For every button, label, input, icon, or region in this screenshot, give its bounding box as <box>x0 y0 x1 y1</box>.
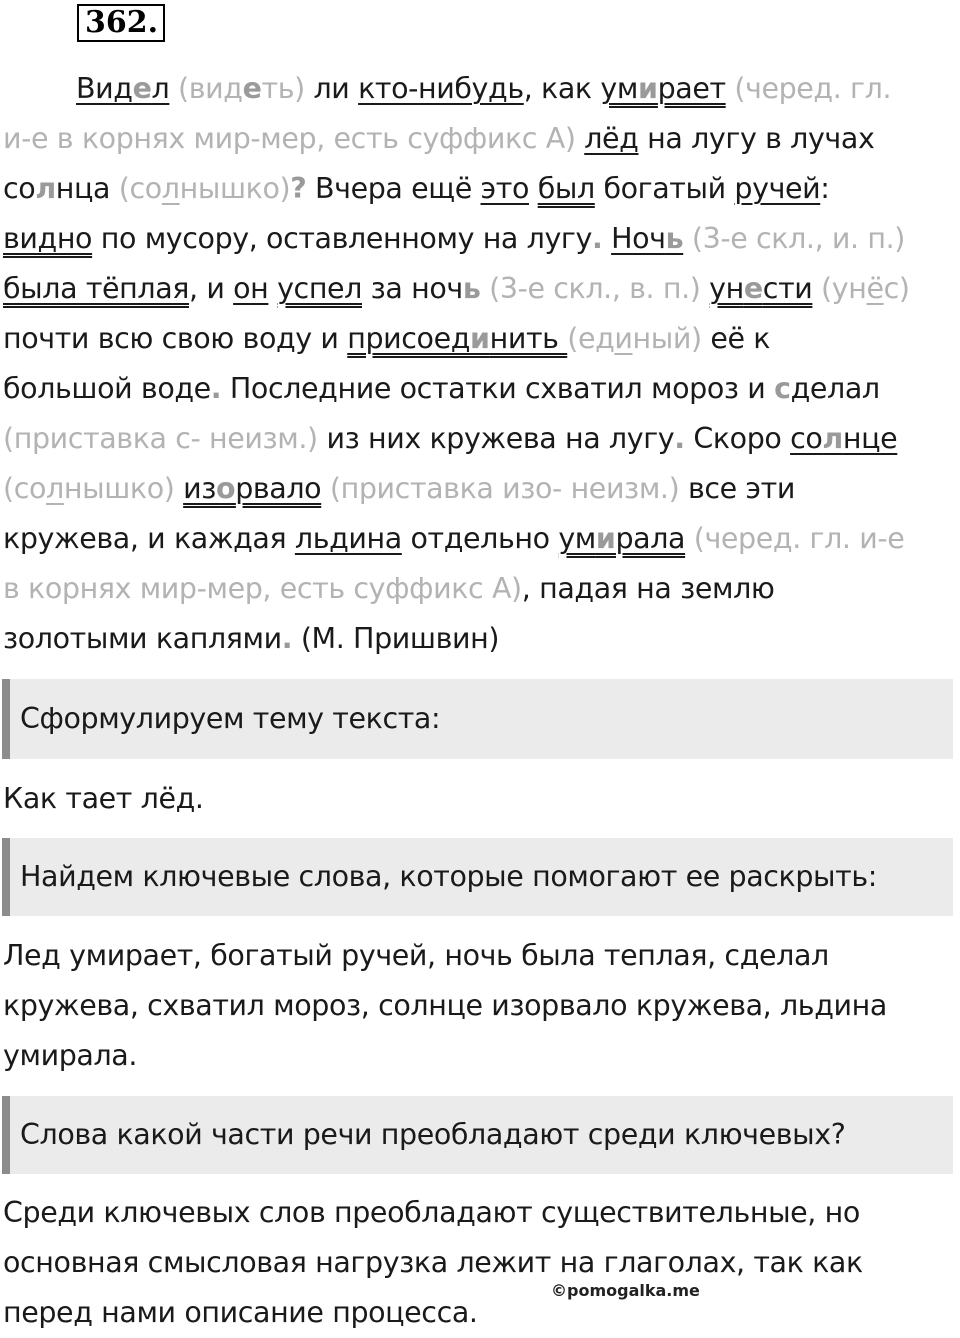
answer-line: Как тает лёд. <box>3 782 204 815</box>
section-heading-topic: Сформулируем тему текста: <box>2 679 953 759</box>
answer-line: кружева, схватил мороз, солнце изорвало кружева, льдина <box>3 989 887 1022</box>
text-line-10: кружева, и каждая льдина отдельно умирала (черед. гл. и-е <box>3 522 905 555</box>
text-line-8: (приставка с- неизм.) из них кружева на лугу. Скоро солнце <box>3 422 898 455</box>
answer-line: Лед умирает, богатый ручей, ночь была теплая, сделал <box>3 939 829 972</box>
exercise-number: 362. <box>77 4 165 42</box>
text-line-1: Видел (видеть) ли кто-нибудь, как умирает (черед. гл. <box>76 72 892 105</box>
text-line-4: видно по мусору, оставленному на лугу. Ночь (3-е скл., и. п.) <box>3 222 905 255</box>
answer-parts-of-speech <box>3 1188 959 1338</box>
answer-topic <box>3 774 959 824</box>
answer-line: основная смысловая нагрузка лежит на глаголах, так как <box>3 1246 863 1279</box>
answer-line: Среди ключевых слов преобладают существительные, но <box>3 1196 860 1229</box>
answer-line: перед нами описание процесса. <box>3 1296 478 1329</box>
answer-keywords <box>3 931 959 1081</box>
text-line-12: золотыми каплями. (М. Пришвин) <box>3 622 500 655</box>
text-line-5: была тёплая, и он успел за ночь (3-е скл., в. п.) унести (унёс) <box>3 272 910 305</box>
watermark[interactable]: ©pomogalka.me <box>551 1281 700 1300</box>
text-line-9: (солнышко) изорвало (приставка изо- неизм.) все эти <box>3 472 795 505</box>
text-line-11: в корнях мир-мер, есть суффикс А), падая на землю <box>3 572 775 605</box>
text-line-3: солнца (солнышко)? Вчера ещё это был богатый ручей: <box>3 172 830 205</box>
section-heading-keywords: Найдем ключевые слова, которые помогают ее раскрыть: <box>2 838 953 916</box>
text-line-7: большой воде. Последние остатки схватил мороз и сделал <box>3 372 880 405</box>
section-heading-parts-of-speech: Слова какой части речи преобладают среди ключевых? <box>2 1096 953 1174</box>
exercise-text <box>3 64 959 664</box>
answer-line: умирала. <box>3 1039 137 1072</box>
text-line-2: и-е в корнях мир-мер, есть суффикс А) лёд на лугу в лучах <box>3 122 875 155</box>
text-line-6: почти всю свою воду и присоединить (единый) её к <box>3 322 771 355</box>
